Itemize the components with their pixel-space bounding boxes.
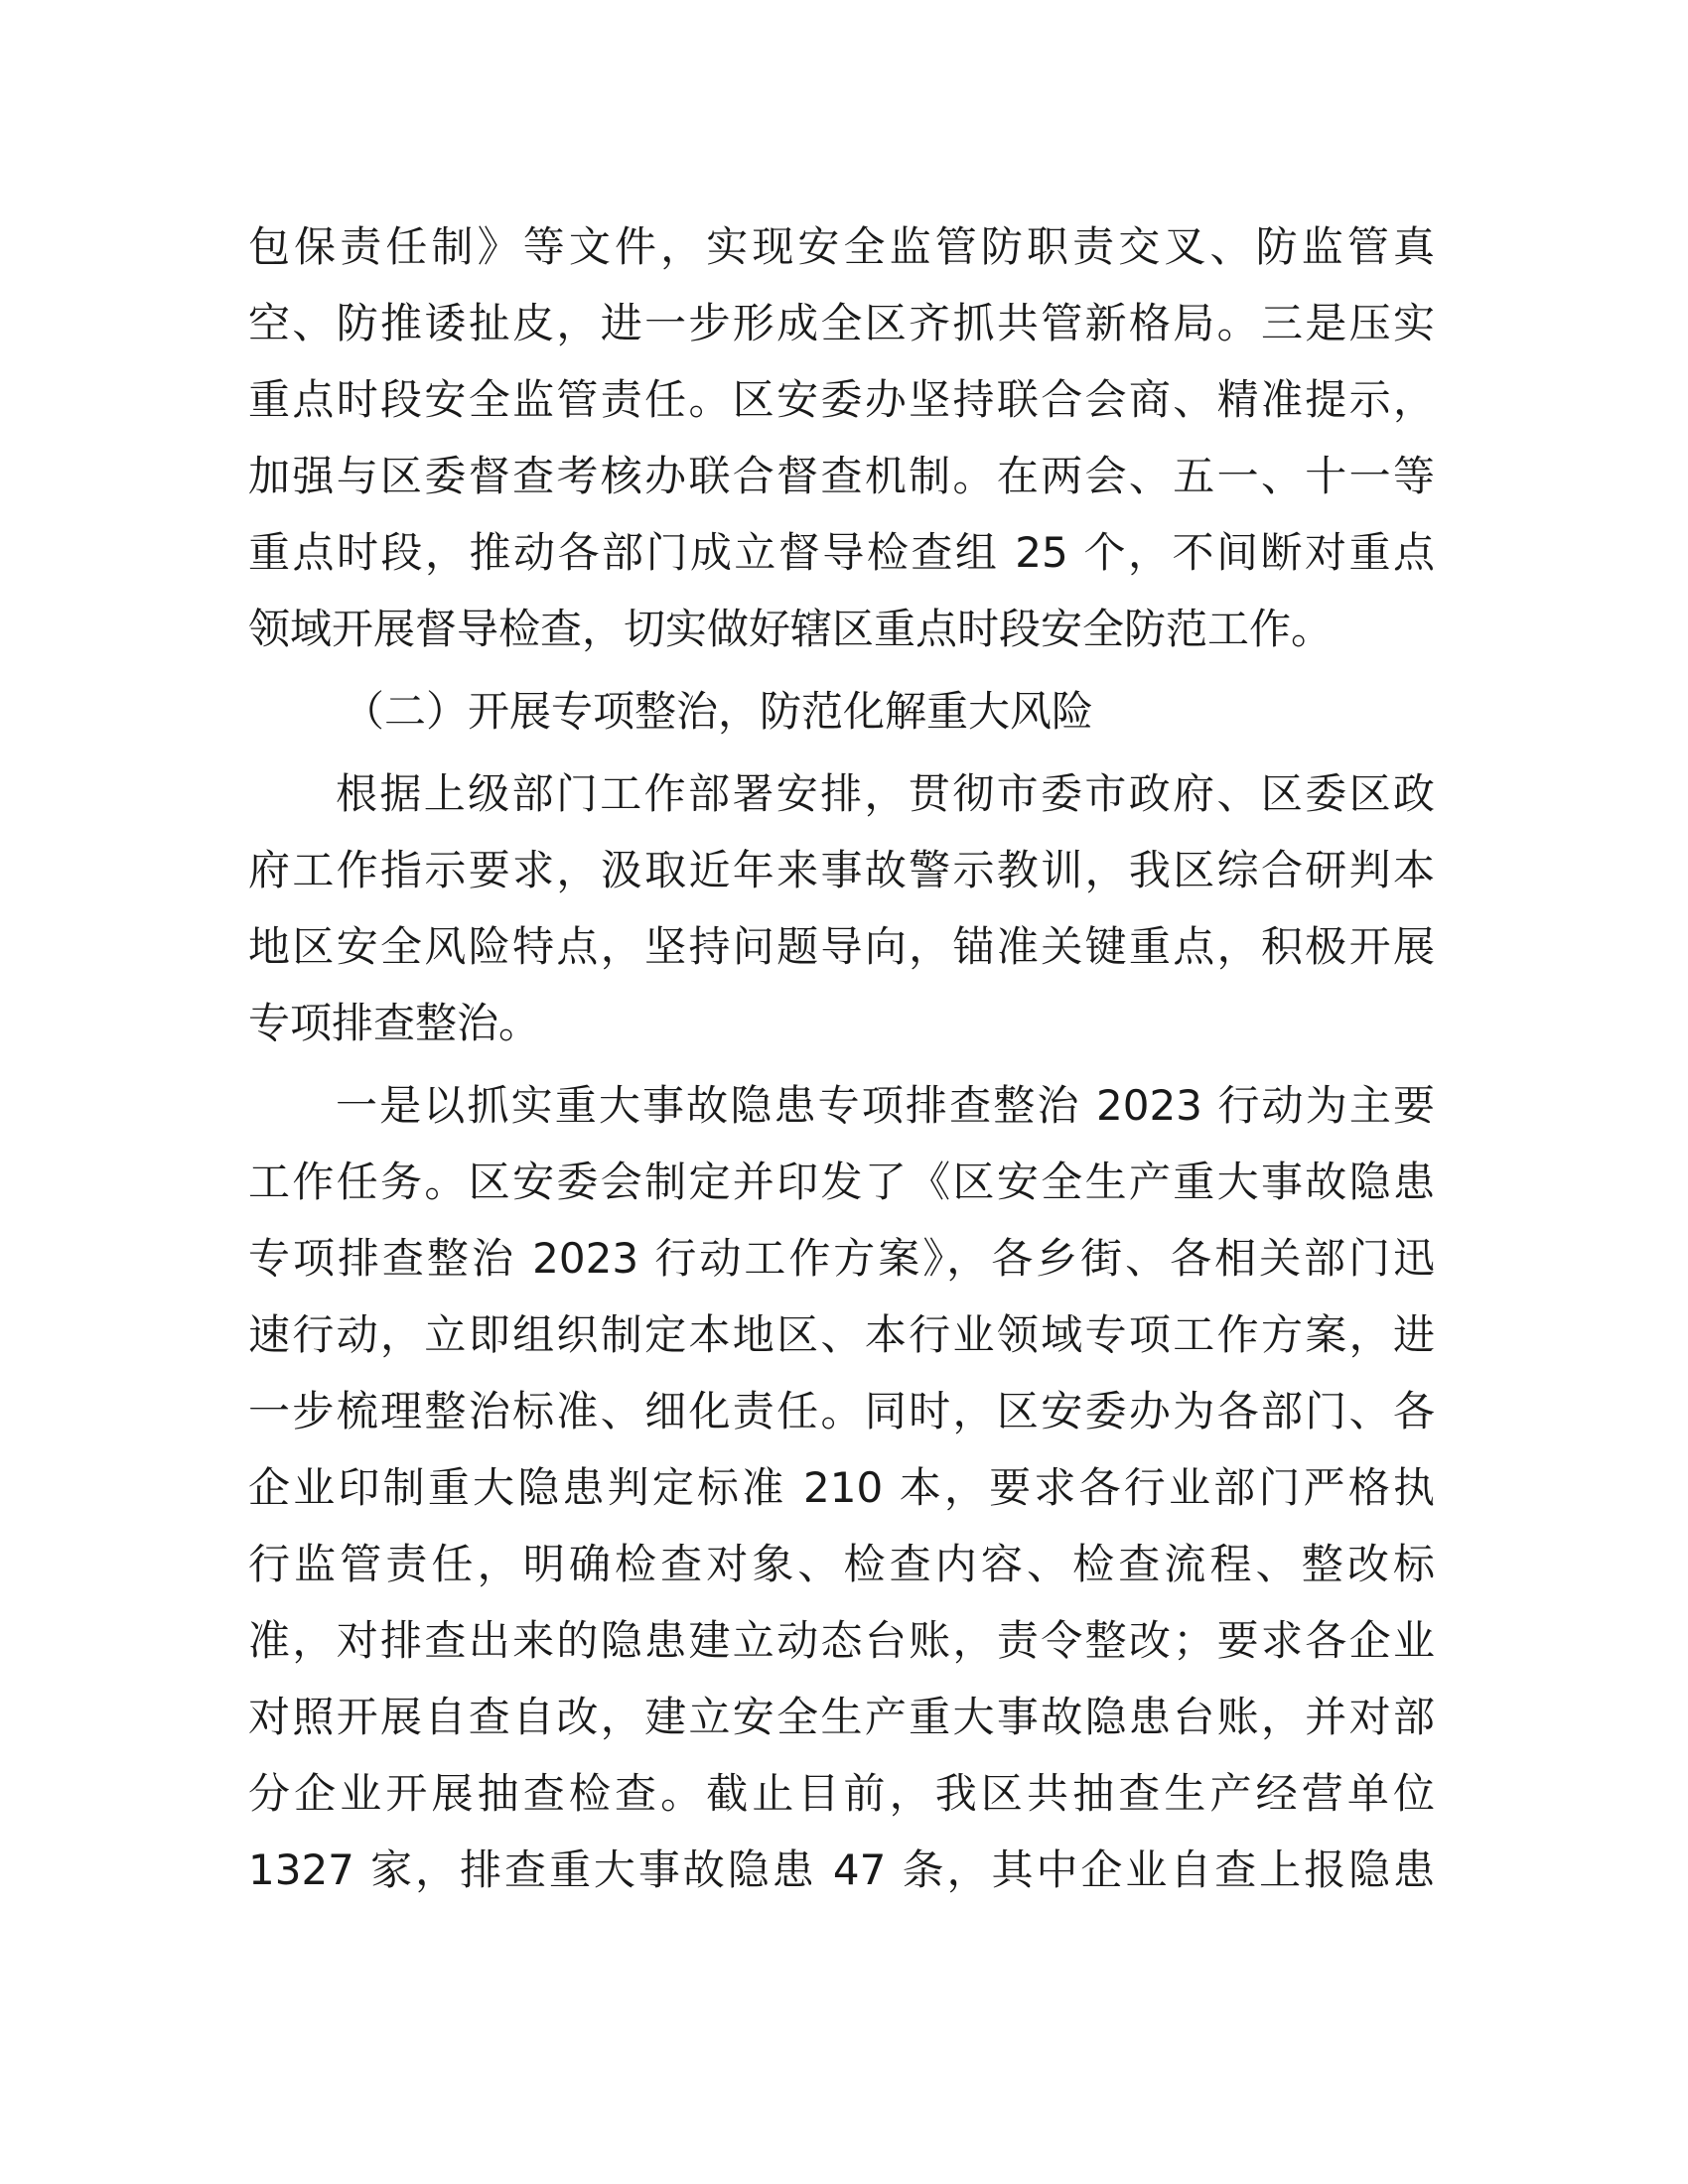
text-line: 对照开展自查自改，建立安全生产重大事故隐患台账，并对部 [248, 1693, 1435, 1741]
text-line: 重点时段安全监管责任。区安委办坚持联合会商、精准提示， [248, 375, 1435, 424]
text-line: 企业印制重大隐患判定标准 210 本，要求各行业部门严格执 [248, 1463, 1435, 1512]
text-line: 府工作指示要求，汲取近年来事故警示教训，我区综合研判本 [248, 846, 1435, 894]
text-line: 空、防推诿扯皮，进一步形成全区齐抓共管新格局。三是压实 [248, 299, 1435, 347]
text-line: 地区安全风险特点，坚持问题导向，锚准关键重点，积极开展 [248, 922, 1435, 971]
text-line: 加强与区委督查考核办联合督查机制。在两会、五一、十一等 [248, 452, 1435, 500]
text-line: 一步梳理整治标准、细化责任。同时，区安委办为各部门、各 [248, 1387, 1435, 1435]
text-line: 专项排查整治。 [248, 999, 541, 1047]
text-line: 一是以抓实重大事故隐患专项排查整治 2023 行动为主要 [336, 1081, 1435, 1130]
text-line: 分企业开展抽查检查。截止目前，我区共抽查生产经营单位 [248, 1769, 1435, 1818]
section-heading: （二）开展专项整治，防范化解重大风险 [343, 687, 1094, 736]
text-line: 准，对排查出来的隐患建立动态台账，责令整改；要求各企业 [248, 1616, 1435, 1665]
text-line: 工作任务。区安委会制定并印发了《区安全生产重大事故隐患 [248, 1158, 1435, 1206]
text-line: 重点时段，推动各部门成立督导检查组 25 个，不间断对重点 [248, 528, 1435, 577]
text-line: 行监管责任，明确检查对象、检查内容、检查流程、整改标 [248, 1540, 1435, 1588]
text-line: 包保责任制》等文件，实现安全监管防职责交叉、防监管真 [248, 222, 1435, 271]
text-line: 速行动，立即组织制定本地区、本行业领域专项工作方案，进 [248, 1310, 1435, 1359]
text-line: 根据上级部门工作部署安排，贯彻市委市政府、区委区政 [336, 769, 1435, 818]
body-text [248, 208, 1435, 1908]
text-line: 1327 家，排查重大事故隐患 47 条，其中企业自查上报隐患 [248, 1845, 1435, 1894]
text-line: 领域开展督导检查，切实做好辖区重点时段安全防范工作。 [248, 605, 1334, 653]
text-line: 专项排查整治 2023 行动工作方案》，各乡街、各相关部门迅 [248, 1234, 1435, 1283]
